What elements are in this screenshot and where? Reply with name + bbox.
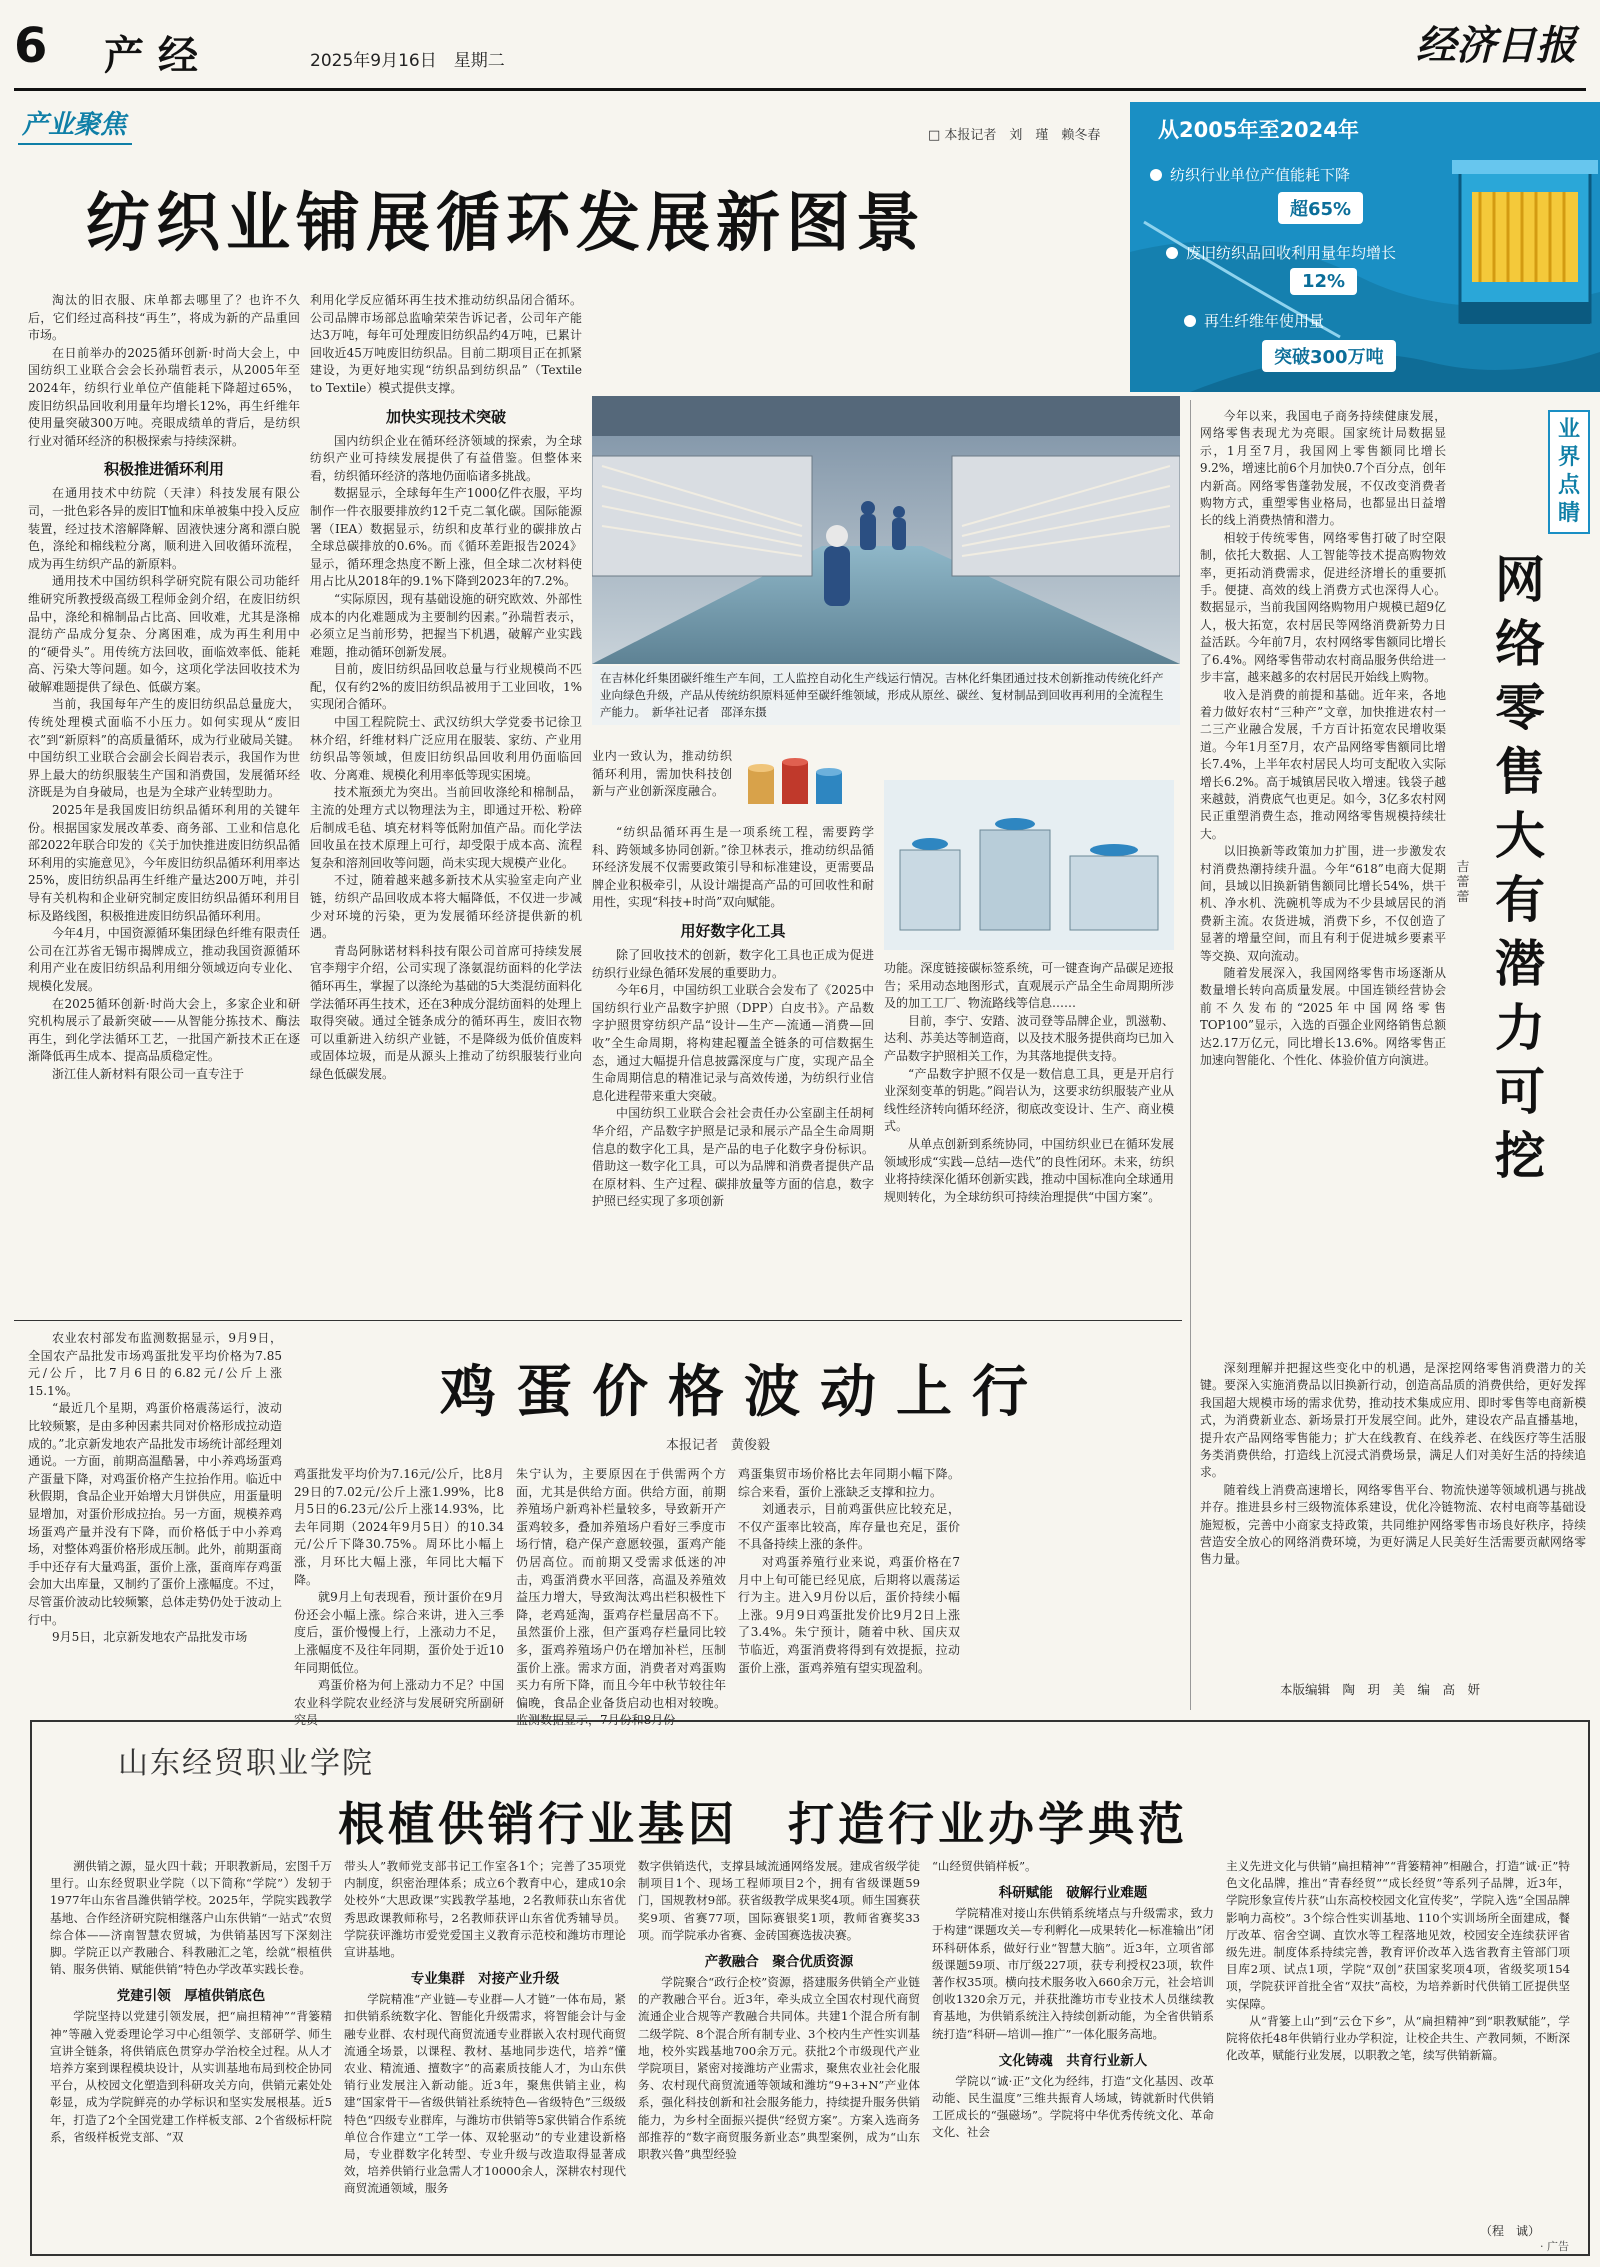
ad-subhead: 产教融合 聚合优质资源 — [704, 1954, 854, 1971]
paragraph: 学院精准对接山东供销系统堵点与升级需求，致力于构建“课题攻关—专利孵化—成果转化—标准输出”闭环科研体系，做好行业“智慧大脑”。近3年，立项省部级课题59项、市厅级227项，获专利授权23项，软件著作权35项。横向技术服务收入660余万元，社会培训创收1320余万元，并获批潍坊市专业技术人员继续教育基地，为供销系统注入持续创新动能，为全省供销系统打造“科研—培训—推广”一体化服务高地。 — [932, 1906, 1214, 2041]
article-column-2 — [310, 292, 582, 1084]
paragraph: 2025年是我国废旧纺织品循环利用的关键年份。根据国家发展改革委、商务部、工业和信息化部2022年联合印发的《关于加快推进废旧纺织品循环利用的实施意见》，今年废旧纺织品循环利用率达25%，废旧纺织品再生纤维产量达200万吨，并引导有关机构和企业研究制定废旧纺织品循环利用目标及路线图，积极推进废旧纺织品循环利用。 — [28, 803, 300, 923]
paragraph: 利用化学反应循环再生技术推动纺织品闭合循环。公司品牌市场部总监喻荣荣告诉记者，公司年产能达3万吨，每年可处理废旧纺织品约4万吨，已累计回收近45万吨废旧纺织品。目前二期项目正在抓紧建设，为更好地实现“纺织品到纺织品”（Textile to Textile）模式提供支撑。 — [310, 293, 582, 395]
paragraph: 今年以来，我国电子商务持续健康发展，网络零售表现尤为亮眼。国家统计局数据显示，1月至7月，我国网上零售额同比增长9.2%，增速比前6个月加快0.7个百分点，创年内新高。网络零售蓬勃发展，不仅改变消费者购物方式，重塑零售业格局，也都显出日益增长的线上消费热情和潜力。 — [1200, 409, 1446, 528]
paragraph: 除了回收技术的创新，数字化工具也正成为促进纺织行业绿色循环发展的重要助力。 — [592, 947, 874, 980]
paragraph: 以旧换新等政策加力扩围，进一步激发农村消费热潮持续升温。今年“618”电商大促期间，县域以旧换新销售额同比增长54%，烘干机、净水机、洗碗机等成为不少县域居民的消费新主流。农货进城，消费下乡，不仅创造了显著的增量空间，而且有利于促进城乡要素平等交换、双向流动。 — [1200, 844, 1446, 963]
paragraph: 通用技术中国纺织科学研究院有限公司功能纤维研究所教授级高级工程师金剑介绍，在废旧纺织品中，涤纶和棉制品占比高、回收难，尤其是涤棉混纺产品成分复杂、分离困难，成为再生利用中的“硬骨头”。用传统方法回收，面临效率低、能耗高、污染大等问题。如今，这项化学法回收技术为破解难题提供了绿色、低碳方案。 — [28, 574, 300, 694]
ad-institution: 山东经贸职业学院 — [118, 1746, 374, 1781]
article-column-3b — [592, 824, 874, 1211]
paragraph: 农业农村部发布监测数据显示，9月9日，全国农产品批发市场鸡蛋批发平均价格为7.85元/公斤，比7月6日的6.82元/公斤上涨15.1%。 — [28, 1331, 282, 1398]
ad-signature: （程 诚） — [1480, 2224, 1541, 2238]
ad-column-5 — [1226, 1858, 1570, 2220]
ad-column-2 — [344, 1858, 626, 2248]
paragraph: 带头人”教师党支部书记工作室各1个；完善了35项党内制度，织密治理体系；成立6个教育中心，建成10余处校外“大思政课”实践教学基地，2名教师获山东省优秀思政课教师称号，2名教师获评山东省优秀辅导员。学院获评潍坊市爱党爱国主义教育示范校和潍坊市理论宣讲基地。 — [344, 1859, 626, 1960]
masthead-logo: 经济日报 — [1416, 22, 1576, 69]
paragraph: 随着发展深入，我国网络零售市场逐渐从数量增长转向高质量发展。中国连锁经营协会前不久发布的“2025年中国网络零售TOP100”显示，入选的百强企业网络销售总额达2.17万亿元，同比增长13.6%。网络零售正加速向智能化、个性化、体验价值方向演进。 — [1200, 966, 1446, 1068]
factory-photo-image — [592, 396, 1180, 664]
header-rule — [14, 88, 1586, 91]
paragraph: 深刻理解并把握这些变化中的机遇，是深挖网络零售消费潜力的关键。要深入实施消费品以旧换新行动，创造高品质的消费供给，更好发挥我国超大规模市场的需求优势，推动技术集成应用、即时零售等电商新模式，为消费新业态、新场景打开发展空间。此外，建设农产品直播基地，提升农产品网络零售能力；扩大在线教育、在线养老、在线医疗等生活服务类消费供给，打造线上沉浸式消费场景，满足人们对美好生活的持续追求。 — [1200, 1361, 1586, 1480]
paragraph: 目前，废旧纺织品回收总量与行业规模尚不匹配，仅有约2%的废旧纺织品被用于工业回收，1%实现闭合循环。 — [310, 662, 582, 712]
paragraph: 国内纺织企业在循环经济领域的探索，为全球纺织产业可持续发展提供了有益借鉴。但整体来看，纺织循环经济的落地仍面临诸多挑战。 — [310, 433, 582, 483]
paragraph: 对鸡蛋养殖行业来说，鸡蛋价格在7月中上旬可能已经见底，后期将以震荡运行为主。进入9月份以后，蛋价持续小幅上涨。9月9日鸡蛋批发价比9月2日上涨了3.4%。朱宁预计，随着中秋、国庆双节临近，鸡蛋消费将得到有效提振，拉动蛋价上涨，蛋鸡养殖有望实现盈利。 — [738, 1554, 960, 1675]
commentary-col-1 — [1200, 408, 1446, 1069]
ad-subhead: 科研赋能 破解行业难题 — [998, 1885, 1148, 1902]
paragraph: 从“背篓上山”到“云仓下乡”，从“扁担精神”到“职教赋能”，学院将依托48年供销行业办学积淀，让校企共生、产教同频，不断深化改革，赋能行业发展，以职教之笔，续写供销新篇。 — [1226, 2013, 1570, 2063]
paragraph: 目前，李宁、安踏、波司登等品牌企业，凯滋勒、达利、苏美达等制造商，以及技术服务提供商均已加入产品数字护照相关工作，为其落地提供支持。 — [884, 1013, 1174, 1063]
paragraph: 收入是消费的前提和基础。近年来，各地着力做好农村“三种产”文章，加快推进农村一二三产业融合发展，千方百计拓宽农民增收渠道。今年1月至7月，农产品网络零售额同比增长7.4%，上半年农村居民人均可支配收入实际增长6.2%。高于城镇居民收入增速。钱袋子越来越鼓，消费底气也更足。如今，3亿多农村网民正重塑消费生态，推动网络零售规模持续壮大。 — [1200, 687, 1446, 841]
section-subhead: 加快实现技术突破 — [385, 407, 506, 426]
paragraph: “产品数字护照不仅是一数信息工具，更是开启行业深刻变革的钥匙。”阎岩认为，这要求纺织服装产业从线性经济转向循环经济，彻底改变设计、生产、商业模式。 — [884, 1066, 1174, 1134]
paragraph: 学院精准“产业链—专业群—人才链”一体布局，紧扣供销系统数字化、智能化升级需求，将智能会计与金融专业群、农村现代商贸流通专业群嵌入农村现代商贸流通全场景，以课程、教材、基地同步迭代，培养“懂农业、精流通、擅数字”的高素质技能人才，为山东供销行业发展注入新动能。近3年，聚焦供销主业，构建“国家骨干—省级供销社系统特色—省级特色”三级级特色“四级专业群库，与潍坊市供销等5家供销合作系统单位合作建立“工学一体、双轮驱动”的专业建设新格局，专业群数字化转型、专业升级与改造取得显著成效，培养供销行业急需人才10000余人，深耕农村现代商贸流通领域，服务 — [344, 1992, 626, 2196]
paragraph: 在日前举办的2025循环创新·时尚大会上，中国纺织工业联合会会长孙瑞哲表示，从2005年至2024年，纺织行业单位产值能耗下降超过65%，废旧纺织品回收利用量年均增长12%，再生纤维年使用量突破300万吨。亮眼成绩单的背后，是纺织行业对循环经济的积极探索与持续深耕。 — [28, 345, 300, 448]
stat-label-fiber: 再生纤维年使用量 — [1204, 312, 1325, 330]
paragraph: 不过，随着越来越多新技术从实验室走向产业链，纺织产品回收成本将大幅降低，不仅进一步减少对环境的污染，更为发展循环经济提供新的机遇。 — [310, 873, 582, 941]
column-divider — [1190, 400, 1191, 1710]
paragraph: 鸡蛋集贸市场价格比去年同期小幅下降。综合来看，蛋价上涨缺乏支撑和拉力。 — [738, 1467, 960, 1499]
page-number: 6 — [14, 18, 48, 74]
ad-subhead: 文化铸魂 共育行业新人 — [998, 2052, 1148, 2069]
section-subhead: 用好数字化工具 — [680, 921, 786, 940]
section-subhead: 积极推进循环利用 — [103, 460, 224, 479]
paragraph: 在通用技术中纺院（天津）科技发展有限公司，一批色彩各异的废旧T恤和床单被集中投入反应装置，经过技术溶解降解、固液快速分离和漂白脱色，涤纶和棉线粒分离，顺利进入回收循环流程，成为再生纺织产品的新原料。 — [28, 486, 301, 571]
infographic — [1130, 102, 1600, 392]
paragraph: 学院坚持以党建引领发展，把“扁担精神”“背篓精神”等融入党委理论学习中心组领学、支部研学、师生宣讲全链条，将供销底色贯穿办学治校全过程。从人才培养方案到课程模块设计，从实训基地布局到校企协同平台，从校园文化塑造到科研攻关方向，供销元素处处彰显，成为学院鲜亮的办学标识和坚实发展根基。近5年，打造了2个全国党建工作样板支部、2个省级标杆院系，省级样板党支部、“双 — [50, 2009, 332, 2144]
bullet-icon — [1166, 247, 1178, 259]
egg-column-4 — [738, 1466, 960, 1677]
article-headline: 纺织业铺展循环发展新图景 — [86, 187, 926, 261]
paragraph: 学院以“诚·正”文化为经纬，打造“文化基因、改革动能、民生温度”三维共振育人场域，铸就新时代供销工匠成长的“强磁场”。学院将中华优秀传统文化、革命文化、社会 — [932, 2073, 1214, 2140]
issue-date: 2025年9月16日 星期二 — [310, 51, 505, 71]
article-column-3 — [592, 748, 732, 801]
bullet-icon — [1184, 315, 1196, 327]
egg-column-3 — [516, 1466, 726, 1730]
commentary-author: 吉蕾蕾 — [1456, 860, 1470, 905]
paragraph: 中国工程院院士、武汉纺织大学党委书记徐卫林介绍，纤维材料广泛应用在服装、家纺、产业用纺织品等领域，但废旧纺织品回收利用仍面临回收、分离难、规模化利用率低等现实困境。 — [310, 715, 582, 782]
paragraph: 数字供销迭代，支撑县域流通网络发展。建成省级学徒制项目1个、现场工程师项目2个，拥有省级课题59门，国规教材9部。获省级教学成果奖4项。师生国赛获奖9项、省赛77项，国际赛银奖1项，教师省赛奖33项。而学院承办省赛、金砖国赛选拔决赛。 — [638, 1859, 920, 1942]
paragraph: 今年6月，中国纺织工业联合会发布了《2025中国纺织行业产品数字护照（DPP）白皮书》。产品数字护照贯穿纺织产品“设计—生产—流通—消费—回收”全生命周期，将构建起覆盖全链条的可信数据生态，通过大幅提升信息披露深度与广度，实现产品全生命周期信息的精准记录与高效传递，为纺织行业信息化进程带来重大突破。 — [592, 983, 874, 1103]
photo-caption: 在吉林化纤集团碳纤维生产车间，工人监控自动化生产线运行情况。吉林化纤集团通过技术创新推动传统化纤产业向绿色升级，产品从传统纺织原料延伸至碳纤维领域，形成从原丝、碳丝、复材制品到回收再利用的全流程生产能力。 新华社记者 邵泽东摄 — [592, 666, 1180, 725]
stat-label-recycle: 废旧纺织品回收利用量年均增长 — [1186, 244, 1397, 262]
stat-value-energy: 超65% — [1278, 192, 1363, 224]
paragraph: 朱宁认为，主要原因在于供需两个方面，尤其是供给方面。供给方面，前期养殖场户新鸡补栏量较多，导致新开产蛋鸡较多，叠加养殖场户看好三季度市场行情，稳产保产意愿较强，蛋鸡产能仍居高位。而前期又受需求低迷的冲击，鸡蛋消费水平回落，高温及养殖效益压力增大，导致淘汰鸡出栏积极性下降，老鸡延淘，蛋鸡存栏量居高不下。虽然蛋价上涨，但产蛋鸡存栏量同比较多，蛋鸡养殖场户仍在增加补栏，压制蛋价上涨。需求方面，消费者对鸡蛋购买力有所下降，而且今年中秋节较往年偏晚，食品企业备货启动也相对较晚。监测数据显示，7月份和8月份 — [516, 1467, 726, 1728]
ad-column-1 — [50, 1858, 332, 2248]
paragraph: 9月5日，北京新发地农产品批发市场 — [52, 1630, 248, 1645]
column-tag: 产业聚焦 — [18, 104, 132, 145]
commentary-kicker: 业界点睛 — [1548, 410, 1590, 534]
article-column-4 — [884, 960, 1174, 1206]
bullet-icon — [1150, 169, 1162, 181]
paragraph: 从单点创新到系统协同，中国纺织业已在循环发展领域形成“实践—总结—迭代”的良性闭环。未来，纺织业将持续深化循环创新实践，推动中国标准向全球通用规则转化，为全球纺织可持续治理提供“中国方案”。 — [884, 1136, 1174, 1204]
paragraph: 数据显示，全球每年生产1000亿件衣服，平均制作一件衣服要排放约12千克二氧化碳。国际能源署（IEA）数据显示，纺织和皮革行业的碳排放占全球总碳排放的0.6%。而《循环差距报告2024》显示，循环理念热度不断上涨，但全球二次材料使用占比从2018年的9.1%下降到2023年的7.2%。 — [310, 486, 582, 589]
paragraph: 鸡蛋价格为何上涨动力不足？中国农业科学院农业经济与发展研究所副研究员 — [294, 1678, 504, 1728]
section-title: 产经 — [104, 32, 212, 79]
paragraph: 功能。深度链接碳标签系统，可一键查询产品碳足迹报告；采用动态地图形式，直观展示产品全生命周期所涉及的加工工厂、物流路线等信息…… — [884, 961, 1174, 1011]
paragraph: 今年4月，中国资源循环集团绿色纤维有限责任公司在江苏省无锡市揭牌成立，推动我国资源循环利用产业在废旧纺织品利用细分领域迈向专业化、规模化发展。 — [28, 926, 300, 993]
paragraph: 溯供销之源，显火四十载；开职教新局，宏图千万里行。山东经贸职业学院（以下简称“学院”）发轫于1977年山东省昌潍供销学校。2025年，学院实践教学基地、合作经济研究院相继落户山东供销“一站式”农贸综合体——济南智慧农贸城，为供销基因写下深刻注脚。学院正以产教融合、科教融汇之笔，绘就“根植供销、服务供销、赋能供销”特色办学改革实践长卷。 — [50, 1859, 332, 1977]
stat-value-fiber: 突破300万吨 — [1262, 340, 1396, 372]
factory-photo — [592, 396, 1180, 664]
egg-headline: 鸡蛋价格波动上行 — [440, 1359, 1048, 1425]
ad-title: 根植供销行业基因 打造行业办学典范 — [338, 1797, 1188, 1851]
paragraph: 中国纺织工业联合会社会责任办公室副主任胡柯华介绍，产品数字护照是记录和展示产品全生命周期信息的数字化工具，是产品的电子化数字身份标识。借助这一数字化工具，可以为品牌和消费者提供产品在原材料、生产过程、碳排放量等方面的信息，数字护照已经实现了多项创新 — [592, 1106, 874, 1209]
paragraph: 淘汰的旧衣服、床单都去哪里了？也许不久后，它们经过高科技“再生”，将成为新的产品重回市场。 — [28, 293, 300, 343]
paragraph: 刘通表示，目前鸡蛋供应比较充足，不仅产蛋率比较高，库存量也充足，蛋价不具备持续上涨的条件。 — [738, 1502, 960, 1552]
section-divider — [14, 1320, 1182, 1321]
paragraph: 业内一致认为，推动纺织循环利用，需加快科技创新与产业创新深度融合。 — [592, 749, 732, 799]
textile-mill-illustration — [884, 760, 1174, 960]
editor-credit: 本版编辑 陶 玥 美 编 高 妍 — [1280, 1682, 1481, 1697]
stat-value-recycle: 12% — [1290, 268, 1357, 295]
loom-icon — [1450, 152, 1600, 352]
paragraph: 随着线上消费高速增长，网络零售平台、物流快递等领域机遇与挑战并存。推进县乡村三级物流体系建设，优化冷链物流、农村电商等基础设施短板，完善中小商家支持政策，共同维护网络零售市场良好秩序，持续营造安全放心的网络消费环境，为更好满足人民美好生活需要贡献网络零售力量。 — [1200, 1482, 1586, 1567]
ad-column-4 — [932, 1858, 1214, 2248]
paragraph: “实际原因，现有基础设施的研究欧效、外部性成本的内化难题成为主要制约因素。”孙瑞哲表示，必须立足当前形势，把握当下机遇，破解产业实践难题，推动循环创新发展。 — [310, 591, 582, 659]
paragraph: 学院聚合“政行企校”资源，搭建服务供销全产业链的产教融合平台。近3年，牵头成立全国农村现代商贸流通企业合规等产教融合共同体。共建1个混合所有制二级学院、8个混合所有制专业、3个校内生产性实训基地，校外实践基地700余万元。获批2个市级现代产业学院项目，紧密对接潍坊产业需求，聚焦农业社会化服务、农村现代商贸流通等领域和潍坊“9+3+N”产业体系，强化科技创新和社会服务能力，持续提升服务供销能力，为乡村全面振兴提供“经贸方案”。方案入选商务部推荐的“数字商贸服务新业态”典型案例，成为“山东职教兴鲁”典型经验 — [638, 1975, 920, 2162]
infographic-title: 从2005年至2024年 — [1158, 118, 1359, 142]
paragraph: 鸡蛋批发平均价为7.16元/公斤，比8月29日的7.02元/公斤上涨1.99%，比8月5日的6.23元/公斤上涨14.93%，比去年同期（2024年9月5日）的10.34元/公斤下降30.75%。周环比小幅上涨，月环比大幅上涨，年同比大幅下降。 — [294, 1467, 504, 1587]
egg-column-2 — [294, 1466, 504, 1730]
yarn-spools-icon — [742, 754, 852, 814]
article-byline: □ 本报记者 刘 瑾 赖冬春 — [928, 128, 1101, 143]
article-column-1 — [28, 292, 300, 1084]
ad-label: · 广告 — [1540, 2240, 1569, 2253]
stat-label-energy: 纺织行业单位产值能耗下降 — [1170, 166, 1351, 184]
paragraph: 当前，我国每年产生的废旧纺织品总量庞大，传统处理模式面临不小压力。如何实现从“废旧衣”到“新原料”的高质量循环，成为行业破局关键。中国纺织工业联合会副会长阎岩表示，我国作为世界上最大的纺织服装生产国和消费国，发展循环经济既是为自身破局，也是为全球产业转型助力。 — [28, 697, 300, 800]
paragraph: 在2025循环创新·时尚大会上，多家企业和研究机构展示了最新突破——从智能分拣技术、酶法再生，到化学法循环工艺，一批国产新技术正在逐渐降低再生成本、提高品质稳定性。 — [28, 996, 300, 1064]
commentary-title: 网络零售大有潜力可挖 — [1495, 551, 1545, 1185]
egg-byline: 本报记者 黄俊毅 — [666, 1438, 771, 1453]
paragraph: 主义先进文化与供销“扁担精神”“背篓精神”相融合，打造“诚·正”特色文化品牌，推出“青春经贸”“成长经贸”等系列子品牌，近3年，学院形象宣传片获“山东高校校园文化宣传奖”，学院入选“全国品牌影响力高校”。3个综合性实训基地、110个实训场所全面建成，餐厅改革、宿舍空调、直饮水等工程落地见效，校园安全连续获评省级先进。制度体系持续完善，教育评价改革入选省教育主管部门项目库2项、试点1项，学院“双创”获国家奖项4项，省级奖项154项，学院获评首批全省“双扶”高校，为培养新时代供销工匠提供坚实保障。 — [1226, 1859, 1570, 2011]
paragraph: 青岛阿脉诺材料科技有限公司首席可持续发展官李翔宇介绍，公司实现了涤氨混纺面料的化学法循环再生，掌握了以涤纶为基础的5大类混纺面料化学法循环再生技术，还在3种成分混纺面料的处理上取得突破。通过全链条成分的循环再生，废旧衣物可以重新进入纺织产业链，不是降级为低价值废料或固体垃圾，而是从源头上推动了纺织服装行业向绿色低碳发展。 — [310, 943, 582, 1081]
paragraph: 就9月上旬表现看，预计蛋价在9月份还会小幅上涨。综合来讲，进入三季度后，蛋价慢慢上行，上涨动力不足，上涨幅度不及往年同期，蛋价处于近10年同期低位。 — [294, 1590, 504, 1675]
paragraph: “纺织品循环再生是一项系统工程，需要跨学科、跨领域多协同创新。”徐卫林表示，推动纺织品循环经济发展不仅需要政策引导和标准建设，更需要品牌企业积极牵引，从设计端提高产品的可回收性和耐用性，实现“科技+时尚”双向赋能。 — [592, 825, 874, 910]
ad-subhead: 专业集群 对接产业升级 — [410, 1971, 560, 1988]
paragraph: “最近几个星期，鸡蛋价格震荡运行，波动比较频繁，是由多种因素共同对价格形成拉动造成的。”北京新发地农产品批发市场统计部经理刘通说。一方面，前期高温酷暑，中小养鸡场蛋鸡产蛋量下降，对鸡蛋价格产生拉抬作用。临近中秋假期，食品企业开始增大月饼供应，用蛋量明显增加，对蛋价形成拉抬。另一方面，规模养鸡场蛋鸡产量并没有下降，而价格低于中小养鸡场，对整体鸡蛋价格形成压制。此外，前期蛋商手中还存有大量鸡蛋，蛋价上涨，蛋商库存鸡蛋会加大出库量，又制约了蛋价上涨幅度。不过，尽管蛋价波动比较频繁，总体走势仍处于波动上行中。 — [28, 1401, 282, 1627]
egg-column-1 — [28, 1330, 282, 1647]
commentary-col-2 — [1200, 1360, 1586, 1569]
ad-subhead: 党建引领 厚植供销底色 — [116, 1988, 266, 2005]
ad-column-3 — [638, 1858, 920, 2248]
paragraph: 浙江佳人新材料有限公司一直专注于 — [52, 1066, 245, 1081]
paragraph: 相较于传统零售，网络零售打破了时空限制，依托大数据、人工智能等技术提高购物效率，更拓动消费需求，促进经济增长的重要抓手。便捷、高效的线上消费方式也深得人心。数据显示，当前我国网络购物用户规模已超9亿人，极大拓宽，农村居民等网络消费新势力日益活跃。今年前7月，农村网络零售额同比增长了6.4%。网络零售带动农村商品服务供给进一步丰富，越来越多的农村居民开始线上购物。 — [1200, 530, 1446, 685]
paragraph: 技术瓶颈尤为突出。当前回收涤纶和棉制品，主流的处理方式以物理法为主，即通过开松、粉碎后制成毛毡、填充材料等低附加值产品。而化学法回收虽在技术原理上可行，却受限于成本高、流程复杂和溶剂回收等问题，尚未实现大规模产业化。 — [310, 785, 582, 870]
paragraph: “山经贸供销样板”。 — [932, 1859, 1037, 1873]
